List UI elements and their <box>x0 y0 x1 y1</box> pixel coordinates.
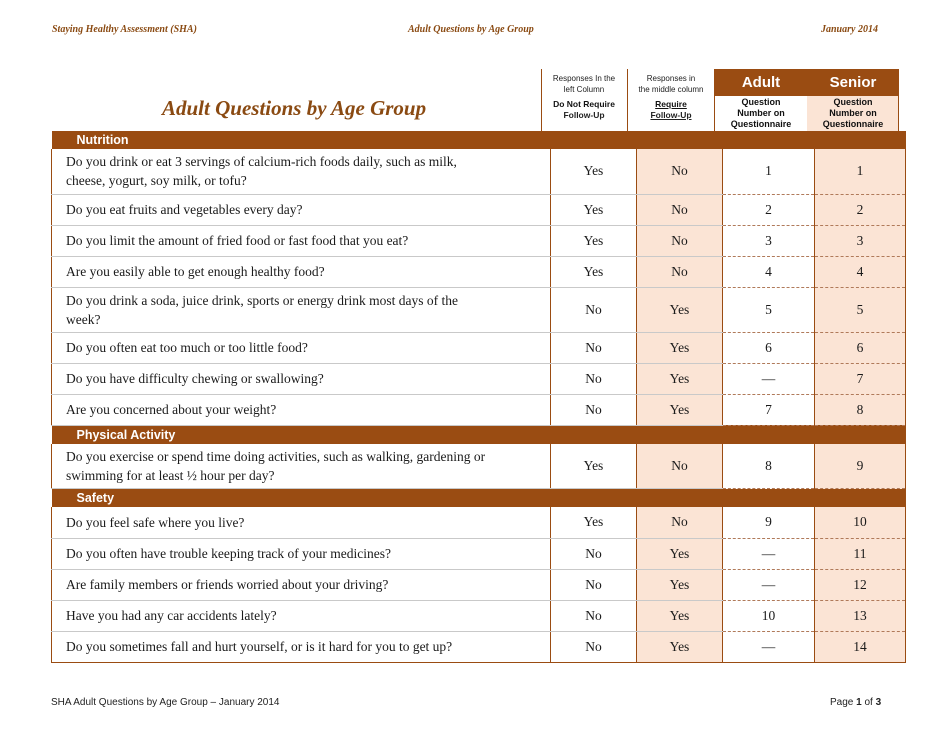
section-header <box>52 131 906 149</box>
followup-response: Yes <box>637 631 723 662</box>
middle-column-line2: the middle column <box>638 85 704 94</box>
question-text <box>52 149 551 194</box>
adult-header-sub1: Question <box>741 97 781 107</box>
running-header-left: Staying Healthy Assessment (SHA) <box>52 24 197 35</box>
left-column-header <box>541 73 627 121</box>
table-row <box>52 149 906 194</box>
footer-page <box>830 697 881 708</box>
table-row <box>52 631 906 662</box>
no-followup-response: Yes <box>551 444 637 489</box>
senior-question-number: 4 <box>815 256 906 287</box>
running-header-right: January 2014 <box>821 24 878 35</box>
adult-question-number: 8 <box>723 444 815 489</box>
question-text <box>52 569 551 600</box>
senior-question-number: 6 <box>815 332 906 363</box>
no-followup-response: Yes <box>551 507 637 538</box>
footer-of-word: of <box>864 697 873 708</box>
header-divider <box>627 69 628 131</box>
question-text <box>52 631 551 662</box>
middle-column-header <box>628 73 714 121</box>
section-title: Physical Activity <box>52 425 906 444</box>
question-line1: Do you eat fruits and vegetables every day? <box>66 202 303 217</box>
question-line1: Are you concerned about your weight? <box>66 402 277 417</box>
adult-question-number: 10 <box>723 600 815 631</box>
followup-response: No <box>637 507 723 538</box>
question-text <box>52 507 551 538</box>
table-row <box>52 444 906 489</box>
senior-column-header <box>807 69 899 131</box>
question-line1: Have you had any car accidents lately? <box>66 608 277 623</box>
followup-response: No <box>637 256 723 287</box>
adult-question-number: 5 <box>723 287 815 332</box>
table-row <box>52 538 906 569</box>
page-title: Adult Questions by Age Group <box>162 96 427 120</box>
question-text <box>52 394 551 425</box>
senior-question-number: 13 <box>815 600 906 631</box>
senior-header-label: Senior <box>807 69 899 96</box>
no-followup-response: No <box>551 332 637 363</box>
footer-left: SHA Adult Questions by Age Group – January 2014 <box>51 697 280 708</box>
question-text <box>52 256 551 287</box>
senior-question-number: 14 <box>815 631 906 662</box>
question-text <box>52 194 551 225</box>
followup-response: No <box>637 149 723 194</box>
followup-response: No <box>637 444 723 489</box>
adult-question-number: — <box>723 569 815 600</box>
question-text <box>52 538 551 569</box>
adult-question-number: 1 <box>723 149 815 194</box>
followup-response: Yes <box>637 394 723 425</box>
table-row <box>52 394 906 425</box>
question-line1: Are you easily able to get enough healthy food? <box>66 264 325 279</box>
question-line1: Do you have difficulty chewing or swallowing? <box>66 371 324 386</box>
adult-question-number: 2 <box>723 194 815 225</box>
followup-response: Yes <box>637 332 723 363</box>
no-followup-response: No <box>551 631 637 662</box>
table-row <box>52 256 906 287</box>
table-row <box>52 194 906 225</box>
senior-question-number: 2 <box>815 194 906 225</box>
senior-header-sub3: Questionnaire <box>822 119 884 129</box>
question-line2: cheese, yogurt, soy milk, or tofu? <box>66 173 247 189</box>
section-header <box>52 489 906 508</box>
adult-question-number: — <box>723 363 815 394</box>
header-divider <box>714 69 715 131</box>
section-title: Nutrition <box>52 131 906 149</box>
senior-question-number: 1 <box>815 149 906 194</box>
no-followup-response: No <box>551 538 637 569</box>
table-row <box>52 363 906 394</box>
question-line1: Do you drink or eat 3 servings of calcium-rich foods daily, such as milk, <box>66 154 457 170</box>
followup-response: Yes <box>637 600 723 631</box>
footer-page-number: 1 <box>856 697 862 708</box>
question-line1: Do you sometimes fall and hurt yourself, or is it hard for you to get up? <box>66 639 453 654</box>
followup-response: Yes <box>637 569 723 600</box>
senior-header-sub1: Question <box>833 97 873 107</box>
no-followup-response: No <box>551 569 637 600</box>
question-line2: week? <box>66 311 101 327</box>
adult-header-sub2: Number on <box>737 108 785 118</box>
footer-page-word: Page <box>830 697 854 708</box>
senior-question-number: 9 <box>815 444 906 489</box>
question-line1: Do you drink a soda, juice drink, sports or energy drink most days of the <box>66 292 458 308</box>
table-row <box>52 287 906 332</box>
question-text <box>52 287 551 332</box>
no-followup-response: Yes <box>551 149 637 194</box>
table-row <box>52 569 906 600</box>
table-row <box>52 332 906 363</box>
question-text <box>52 225 551 256</box>
adult-question-number: 6 <box>723 332 815 363</box>
followup-response: No <box>637 194 723 225</box>
no-followup-response: No <box>551 287 637 332</box>
no-followup-response: No <box>551 600 637 631</box>
question-line1: Do you feel safe where you live? <box>66 514 245 530</box>
adult-header-label: Adult <box>715 69 807 96</box>
senior-question-number: 3 <box>815 225 906 256</box>
table-row <box>52 225 906 256</box>
followup-response: Yes <box>637 363 723 394</box>
left-column-line1: Responses In the <box>552 74 616 83</box>
no-followup-response: Yes <box>551 225 637 256</box>
section-title: Safety <box>52 489 906 508</box>
middle-column-emph1: Require <box>655 99 687 109</box>
header-divider <box>541 69 542 131</box>
table-row <box>52 507 906 538</box>
question-line1: Do you often eat too much or too little food? <box>66 340 308 355</box>
senior-question-number: 5 <box>815 287 906 332</box>
question-line1: Are family members or friends worried about your driving? <box>66 577 389 592</box>
left-column-emph2: Follow-Up <box>563 110 605 120</box>
senior-question-number: 12 <box>815 569 906 600</box>
senior-question-number: 7 <box>815 363 906 394</box>
question-line1: Do you often have trouble keeping track of your medicines? <box>66 546 392 561</box>
table-row <box>52 600 906 631</box>
left-column-line2: left Column <box>563 85 605 94</box>
question-line1: Do you limit the amount of fried food or fast food that you eat? <box>66 233 409 248</box>
no-followup-response: Yes <box>551 256 637 287</box>
question-text <box>52 600 551 631</box>
adult-question-number: 4 <box>723 256 815 287</box>
adult-column-header <box>715 69 807 130</box>
question-line1: Do you exercise or spend time doing activities, such as walking, gardening or <box>66 448 486 464</box>
adult-question-number: — <box>723 631 815 662</box>
question-line2: swimming for at least ½ hour per day? <box>66 467 275 483</box>
question-text <box>52 363 551 394</box>
senior-question-number: 8 <box>815 394 906 425</box>
adult-question-number: — <box>723 538 815 569</box>
senior-question-number: 11 <box>815 538 906 569</box>
middle-column-line1: Responses in <box>646 74 696 83</box>
followup-response: Yes <box>637 287 723 332</box>
header-divider <box>898 69 899 131</box>
question-text <box>52 444 551 489</box>
adult-question-number: 7 <box>723 394 815 425</box>
senior-question-number: 10 <box>815 507 906 538</box>
no-followup-response: No <box>551 363 637 394</box>
left-column-emph1: Do Not Require <box>553 99 615 109</box>
questions-table <box>51 131 906 663</box>
no-followup-response: Yes <box>551 194 637 225</box>
adult-question-number: 9 <box>723 507 815 538</box>
question-text <box>52 332 551 363</box>
running-header-center: Adult Questions by Age Group <box>408 24 534 35</box>
followup-response: No <box>637 225 723 256</box>
section-header <box>52 425 906 444</box>
no-followup-response: No <box>551 394 637 425</box>
adult-header-sub3: Questionnaire <box>730 119 792 129</box>
adult-question-number: 3 <box>723 225 815 256</box>
middle-column-emph2: Follow-Up <box>650 110 692 120</box>
senior-header-sub2: Number on <box>829 108 877 118</box>
footer-page-total: 3 <box>875 697 882 708</box>
followup-response: Yes <box>637 538 723 569</box>
